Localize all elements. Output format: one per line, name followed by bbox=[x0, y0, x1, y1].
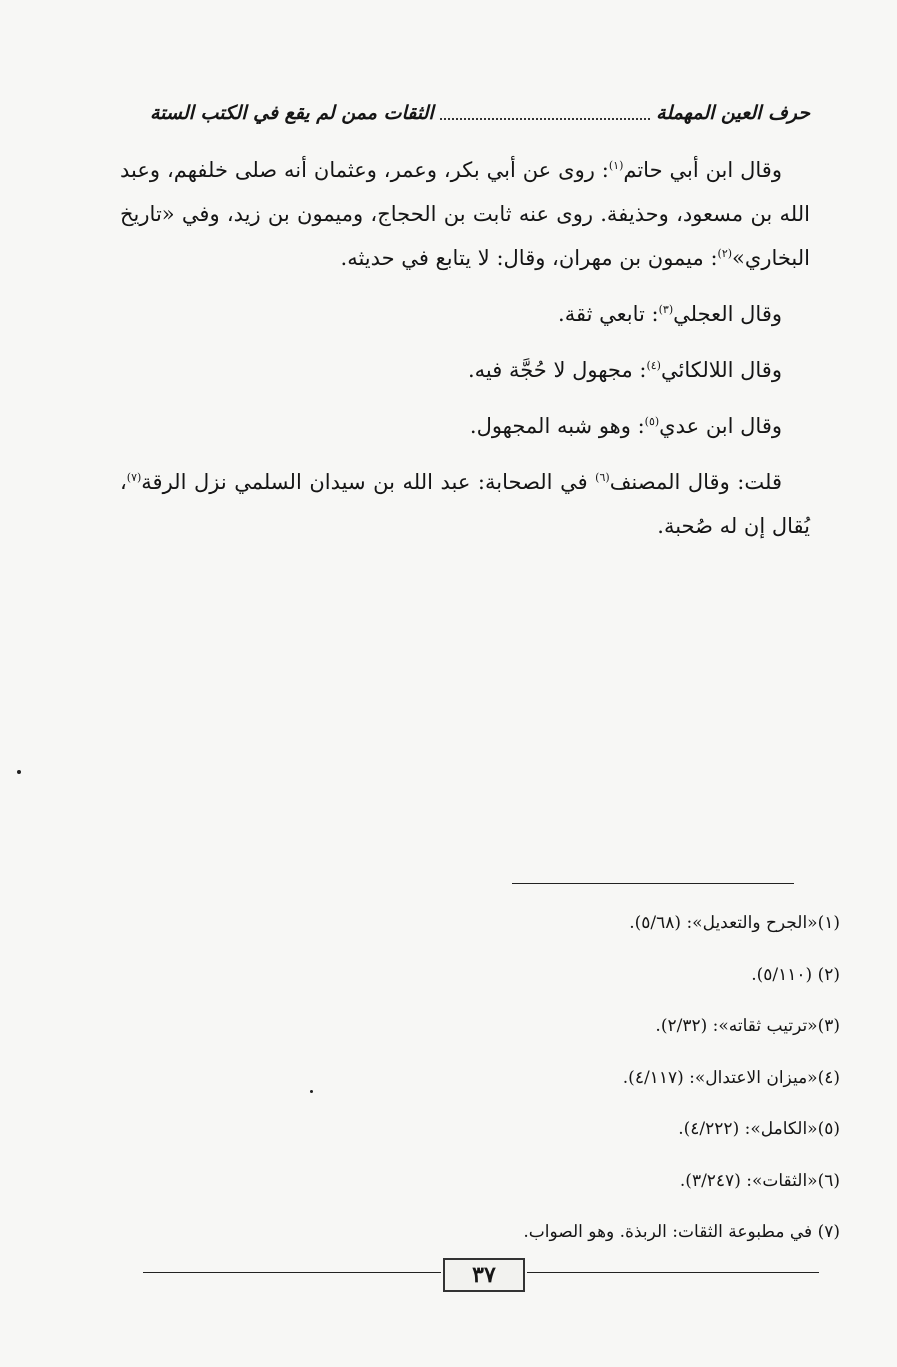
footnote-ref-2[interactable]: (٢) bbox=[717, 247, 733, 260]
main-text bbox=[120, 148, 810, 548]
footnote-3: (٣)«ترتيب ثقاته»: (٢/٣٢). bbox=[655, 1016, 840, 1036]
scan-speck bbox=[310, 1090, 313, 1093]
footnote-1: (١)«الجرح والتعديل»: (٥/٦٨). bbox=[629, 913, 840, 933]
footnote-4: (٤)«ميزان الاعتدال»: (٤/١١٧). bbox=[622, 1067, 840, 1088]
footnote-ref-4[interactable]: (٤) bbox=[646, 359, 661, 372]
page-number: ٣٧ bbox=[443, 1258, 525, 1292]
paragraph-ibn-adi: وقال ابن عدي$^{(٥)}$: وهو شبه المجهول. bbox=[469, 414, 782, 438]
header-chapter-title: حرف العين المهملة bbox=[656, 102, 810, 124]
paragraph-abi-hatim: وقال ابن أبي حاتم$^{(١)}$: روى عن أبي بكر، وعمر، وعثمان أنه صلى خلفهم، وعبد الله بن مسعود، وحذيفة. روى عنه ثابت بن الحجاج، وميمون بن زيد، وفي «تاريخ البخاري»$^{(٢)}$: ميمون بن مهران، وقال: لا يتابع في حديثه. bbox=[120, 158, 810, 270]
footnote-ref-6[interactable]: (٦) bbox=[595, 471, 610, 484]
footnote-ref-3[interactable]: (٣) bbox=[658, 303, 674, 316]
footnotes bbox=[300, 898, 840, 1259]
footer-rule-right bbox=[527, 1272, 819, 1273]
footnote-ref-1[interactable]: (١) bbox=[608, 159, 624, 172]
paragraph-lalakai: وقال اللالكائي$^{(٤)}$: مجهول لا حُجَّة فيه. bbox=[468, 358, 782, 382]
footnote-ref-7[interactable]: (٧) bbox=[126, 471, 142, 484]
header-dot-leader bbox=[440, 118, 650, 120]
footnote-divider bbox=[512, 883, 794, 884]
paragraph-ijli: وقال العجلي$^{(٣)}$: تابعي ثقة. bbox=[558, 302, 782, 326]
footnote-5: (٥)«الكامل»: (٤/٢٢٢). bbox=[678, 1119, 840, 1139]
paragraph-author: قلت: وقال المصنف$^{(٦)}$ في الصحابة: عبد الله بن سيدان السلمي نزل الرقة$^{(٧)}$، يُقال إن له صُحبة. bbox=[120, 470, 810, 538]
footer-rule-left bbox=[143, 1272, 441, 1273]
footnote-2: (٢) (٥/١١٠). bbox=[751, 964, 840, 985]
footnote-ref-5[interactable]: (٥) bbox=[644, 415, 660, 428]
footnote-7: (٧) في مطبوعة الثقات: الربذة. وهو الصواب. bbox=[523, 1222, 840, 1242]
footnote-6: (٦)«الثقات»: (٣/٢٤٧). bbox=[679, 1170, 840, 1191]
running-header bbox=[150, 96, 810, 130]
scan-speck bbox=[17, 770, 21, 774]
header-book-title: الثقات ممن لم يقع في الكتب الستة bbox=[150, 102, 434, 124]
